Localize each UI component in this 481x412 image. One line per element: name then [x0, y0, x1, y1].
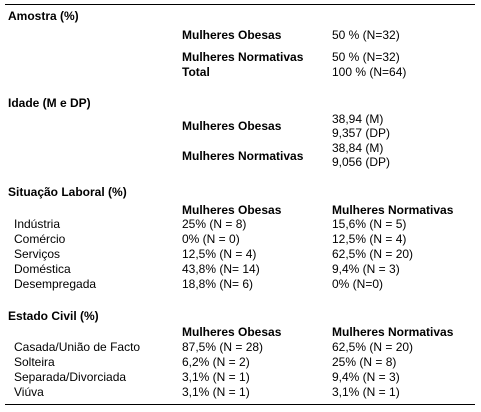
situacao-row-normativas: 62,5% (N = 20) — [332, 247, 414, 261]
estado-header-normativas: Mulheres Normativas — [332, 325, 454, 339]
bottom-rule — [5, 404, 475, 405]
situacao-row-label: Serviços — [14, 247, 61, 261]
situacao-row-normativas: 15,6% (N = 5) — [332, 217, 407, 231]
estado-row-obesas: 87,5% (N = 28) — [182, 340, 264, 354]
section-title-estado: Estado Civil (%) — [8, 309, 99, 323]
estado-header-obesas: Mulheres Obesas — [182, 325, 282, 339]
situacao-row-obesas: 43,8% (N= 14) — [182, 262, 260, 276]
estado-row-obesas: 3,1% (N = 1) — [182, 370, 250, 384]
amostra-label-normativas: Mulheres Normativas — [182, 50, 304, 64]
estado-row-normativas: 3,1% (N = 1) — [332, 385, 400, 399]
situacao-row-obesas: 12,5% (N = 4) — [182, 247, 257, 261]
situacao-row-label: Desempregada — [14, 277, 97, 291]
amostra-label-obesas: Mulheres Obesas — [182, 28, 282, 42]
situacao-row-label: Indústria — [14, 217, 61, 231]
idade-sd-obesas: 9,357 (DP) — [332, 126, 391, 140]
section-title-situacao: Situação Laboral (%) — [8, 185, 127, 199]
amostra-value-normativas: 50 % (N=32) — [332, 50, 400, 64]
estado-row-label: Solteira — [14, 355, 55, 369]
section-title-idade: Idade (M e DP) — [8, 96, 91, 110]
estado-row-obesas: 3,1% (N = 1) — [182, 385, 250, 399]
situacao-row-obesas: 25% (N = 8) — [182, 217, 247, 231]
amostra-value-total: 100 % (N=64) — [332, 65, 407, 79]
idade-label-normativas: Mulheres Normativas — [182, 149, 304, 163]
top-rule — [5, 4, 475, 5]
situacao-row-label: Comércio — [14, 232, 66, 246]
situacao-header-normativas: Mulheres Normativas — [332, 203, 454, 217]
idade-label-obesas: Mulheres Obesas — [182, 119, 282, 133]
situacao-row-label: Doméstica — [14, 262, 71, 276]
situacao-row-normativas: 0% (N=0) — [332, 277, 384, 291]
idade-mean-normativas: 38,84 (M) — [332, 141, 384, 155]
section-title-amostra: Amostra (%) — [8, 9, 79, 23]
estado-row-label: Separada/Divorciada — [14, 370, 127, 384]
amostra-label-total: Total — [182, 65, 210, 79]
situacao-header-obesas: Mulheres Obesas — [182, 203, 282, 217]
situacao-row-obesas: 18,8% (N= 6) — [182, 277, 254, 291]
idade-mean-obesas: 38,94 (M) — [332, 112, 384, 126]
situacao-row-normativas: 9,4% (N = 3) — [332, 262, 400, 276]
amostra-value-obesas: 50 % (N=32) — [332, 28, 400, 42]
estado-row-normativas: 62,5% (N = 20) — [332, 340, 414, 354]
situacao-row-normativas: 12,5% (N = 4) — [332, 232, 407, 246]
estado-row-label: Casada/União de Facto — [14, 340, 141, 354]
idade-sd-normativas: 9,056 (DP) — [332, 155, 391, 169]
estado-row-normativas: 25% (N = 8) — [332, 355, 397, 369]
situacao-row-obesas: 0% (N = 0) — [182, 232, 240, 246]
estado-row-label: Viúva — [14, 385, 44, 399]
estado-row-obesas: 6,2% (N = 2) — [182, 355, 250, 369]
estado-row-normativas: 9,4% (N = 3) — [332, 370, 400, 384]
